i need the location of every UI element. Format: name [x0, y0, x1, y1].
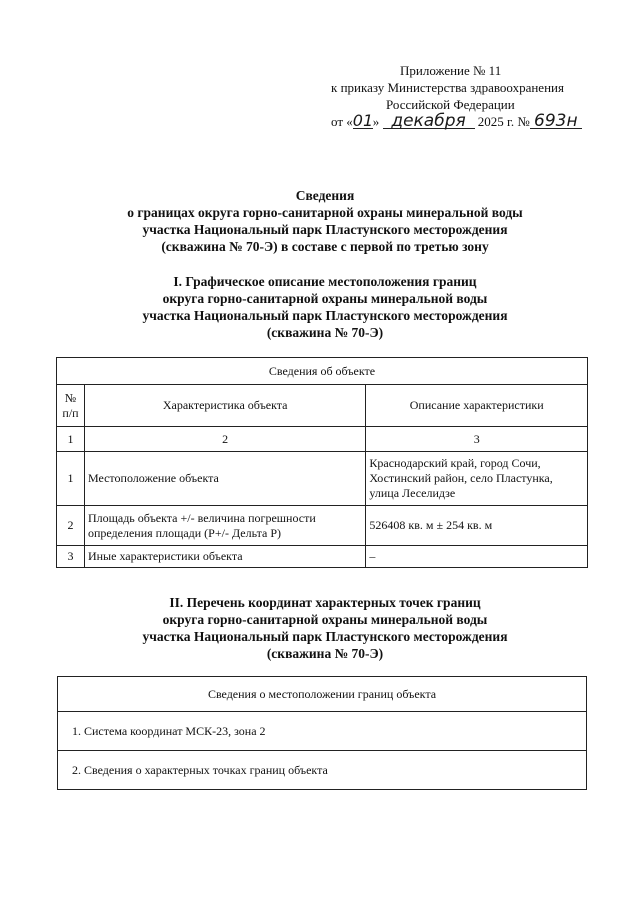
row-description: –	[366, 546, 588, 568]
title-line-3: участка Национальный парк Пластунского месторождения	[142, 222, 508, 237]
section-1-line-3: участка Национальный парк Пластунского месторождения	[142, 308, 508, 323]
title-line-1: Сведения	[295, 188, 355, 203]
table1-header-description: Описание характеристики	[366, 385, 588, 427]
appendix-line-2: к приказу Министерства здравоохранения	[331, 80, 564, 95]
document-title	[60, 187, 590, 255]
title-line-4: (скважина № 70-Э) в составе с первой по третью зону	[161, 239, 489, 254]
table2-row-boundary-points: 2. Сведения о характерных точках границ объекта	[58, 751, 587, 790]
section-2-line-3: участка Национальный парк Пластунского месторождения	[142, 629, 508, 644]
table1-header-number: № п/п	[57, 385, 85, 427]
date-prefix: от «	[331, 114, 353, 129]
date-day-handwritten: 01	[352, 111, 374, 130]
appendix-line-3: Российской Федерации	[386, 97, 515, 112]
table1-index-cell: 1	[57, 427, 85, 452]
section-2-line-4: (скважина № 70-Э)	[266, 646, 384, 661]
table-row	[57, 452, 588, 506]
section-1-line-1: I. Графическое описание местоположения границ	[173, 274, 477, 289]
table-row	[57, 546, 588, 568]
table2-row-coordinate-system: 1. Система координат МСК-23, зона 2	[58, 712, 587, 751]
table1-header-characteristic: Характеристика объекта	[84, 385, 365, 427]
date-year: 2025 г. №	[477, 114, 530, 129]
row-characteristic: Местоположение объекта	[84, 452, 365, 506]
section-1-title	[60, 273, 590, 341]
table1-index-cell: 2	[84, 427, 365, 452]
table-row	[57, 506, 588, 546]
row-number: 1	[57, 452, 85, 506]
section-2-line-2: округа горно-санитарной охраны минеральной воды	[162, 612, 488, 627]
title-line-2: о границах округа горно-санитарной охраны минеральной воды	[127, 205, 523, 220]
section-2-line-1: II. Перечень координат характерных точек границ	[169, 595, 481, 610]
date-day-close: »	[372, 114, 380, 129]
table1-index-cell: 3	[366, 427, 588, 452]
object-info-table	[56, 357, 588, 568]
row-characteristic: Площадь объекта +/- величина погрешности определения площади (P+/- Дельта P)	[84, 506, 365, 546]
order-number-handwritten: 693н	[530, 114, 582, 129]
row-number: 2	[57, 506, 85, 546]
row-description: 526408 кв. м ± 254 кв. м	[366, 506, 588, 546]
row-number: 3	[57, 546, 85, 568]
date-month-handwritten: декабря	[383, 114, 475, 129]
section-1-line-4: (скважина № 70-Э)	[266, 325, 384, 340]
appendix-block	[300, 62, 600, 130]
table2-caption: Сведения о местоположении границ объекта	[58, 677, 587, 712]
row-description: Краснодарский край, город Сочи, Хостинский район, село Пластунка, улица Леселидзе	[366, 452, 588, 506]
boundary-info-table	[57, 676, 587, 790]
section-2-title	[60, 594, 590, 662]
row-characteristic: Иные характеристики объекта	[84, 546, 365, 568]
table1-caption: Сведения об объекте	[57, 358, 588, 385]
appendix-date-line	[300, 113, 600, 130]
section-1-line-2: округа горно-санитарной охраны минеральной воды	[162, 291, 488, 306]
appendix-line-1: Приложение № 11	[400, 63, 502, 78]
